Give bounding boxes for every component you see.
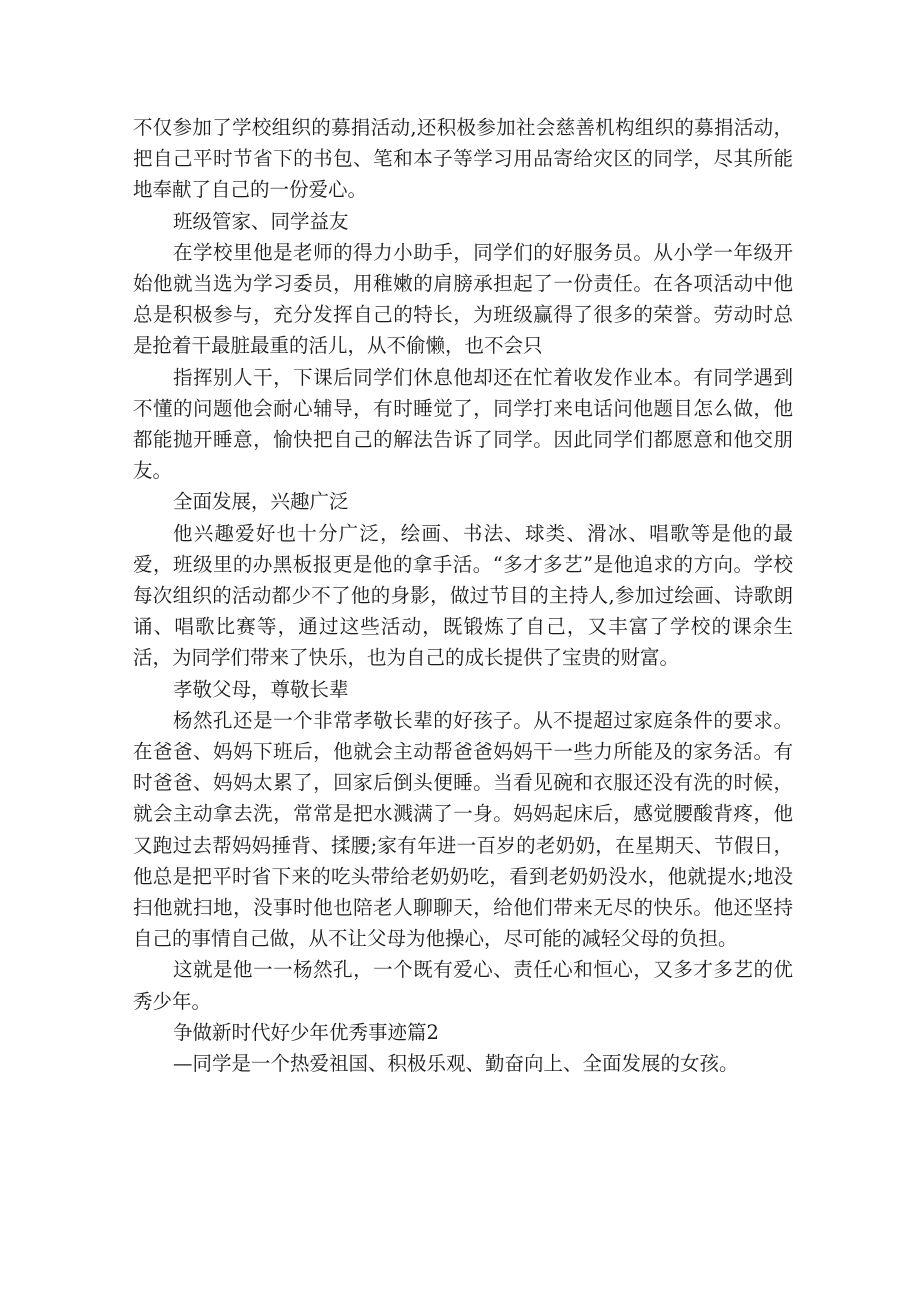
paragraph-filial-piety: 杨然孔还是一个非常孝敬长辈的好孩子。从不提超过家庭条件的要求。在爸爸、妈妈下班后，他就会主动帮爸爸妈妈干一些力所能及的家务活。有时爸爸、妈妈太累了，回家后倒头便睡。当看见碗和衣服还没有洗的时候，就会主动拿去洗，常常是把水溅满了一身。妈妈起床后，感觉腰酸背疼，他又跑过去帮妈妈捶背、揉腰;家有年进一百岁的老奶奶，在星期天、节假日，他总是把平时省下来的吃头带给老奶奶吃，看到老奶奶没水，他就提水;地没扫他就扫地，没事时他也陪老人聊聊天，给他们带来无尽的快乐。他还坚持自己的事情自己做，从不让父母为他操心，尽可能的减轻父母的负担。 xyxy=(133,708,793,951)
paragraph-hobbies: 他兴趣爱好也十分广泛，绘画、书法、球类、滑冰、唱歌等是他的最爱，班级里的办黑板报更是他的拿手活。“多才多艺”是他追求的方向。学校每次组织的活动都少不了他的身影，做过节目的主持人,参加过绘画、诗歌朗诵、唱歌比赛等，通过这些活动，既锻炼了自己，又丰富了学校的课余生活，为同学们带来了快乐，也为自己的成长提供了宝贵的财富。 xyxy=(133,521,793,670)
article-heading-part-2: 争做新时代好少年优秀事迹篇2 xyxy=(173,1020,439,1044)
document-body xyxy=(133,112,793,1079)
paragraph-donation: 不仅参加了学校组织的募捐活动,还积极参加社会慈善机构组织的募捐活动，把自己平时节省下的书包、笔和本子等学习用品寄给灾区的同学，尽其所能地奉献了自己的一份爱心。 xyxy=(133,116,793,202)
section-heading-filial-piety: 孝敬父母，尊敬长辈 xyxy=(173,677,349,701)
paragraph-class-helper-continued: 指挥别人干，下课后同学们休息他却还在忙着收发作业本。有同学遇到不懂的问题他会耐心辅导，有时睡觉了，同学打来电话问他题目怎么做，他都能抛开睡意，愉快把自己的解法告诉了同学。因此同学们都愿意和他交朋友。 xyxy=(133,365,793,483)
section-heading-all-round-development: 全面发展，兴趣广泛 xyxy=(173,490,349,514)
paragraph-class-helper: 在学校里他是老师的得力小助手，同学们的好服务员。从小学一年级开始他就当选为学习委员，用稚嫩的肩膀承担起了一份责任。在各项活动中他总是积极参与，充分发挥自己的特长，为班级赢得了很多的荣誉。劳动时总是抢着干最脏最重的活儿，从不偷懒，也不会只 xyxy=(133,240,793,358)
paragraph-summary: 这就是他一一杨然孔，一个既有爱心、责任心和恒心，又多才多艺的优秀少年。 xyxy=(133,958,793,1013)
section-heading-class-steward: 班级管家、同学益友 xyxy=(173,209,349,233)
paragraph-part-2-intro: —同学是一个热爱祖国、积极乐观、勤奋向上、全面发展的女孩。 xyxy=(173,1052,739,1076)
